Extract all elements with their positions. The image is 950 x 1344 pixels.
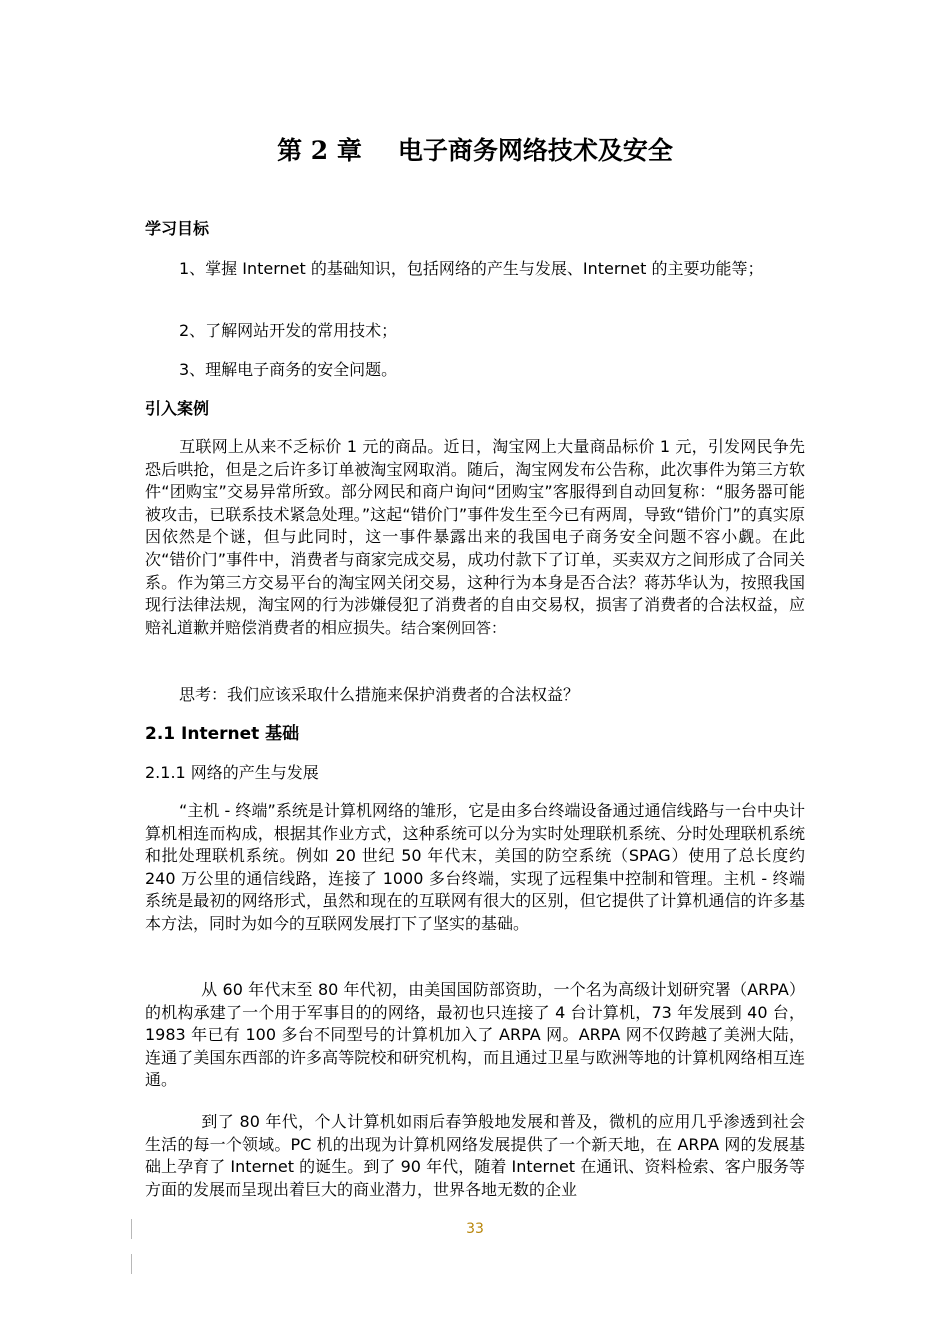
chapter-name: 电子商务网络技术及安全: [397, 136, 673, 165]
paragraph-1-text: “主机 - 终端”系统是计算机网络的雏形，它是由多台终端设备通过通信线路与一台中央计算机相连而构成，根据其作业方式，这种系统可以分为实时处理联机系统、分时处理联机系统和批处理联机系统。例如 20 世纪 50 年代末，美国的防空系统（SPAG）使用了总长度约 240 万公里的通信线路，连接了 1000 多台终端，实现了远程集中控制和管理。主机 - 终端系统是最初的网络形式，虽然和现在的互联网有很大的区别，但它提供了计算机通信的许多基本方法，同时为如今的互联网发展打下了坚实的基础。: [145, 801, 805, 933]
chapter-title: [0, 135, 950, 167]
paragraph-2: [145, 979, 805, 1092]
section-heading: 2.1 Internet 基础: [145, 724, 300, 744]
footer-margin-mark-bottom: [131, 1254, 132, 1274]
case-text: 互联网上从来不乏标价 1 元的商品。近日，淘宝网上大量商品标价 1 元，引发网民争先恐后哄抢，但是之后许多订单被淘宝网取消。随后，淘宝网发布公告称，此次事件为第三方软件“团购宝”交易异常所致。部分网民和商户询问“团购宝”客服得到自动回复称：“服务器可能被攻击，已联系技术紧急处理。”这起“错价门”事件发生至今已有两周，导致“错价门”的真实原因依然是个谜，但与此同时，这一事件暴露出来的我国电子商务安全问题不容小觑。在此次“错价门”事件中，消费者与商家完成交易，成功付款下了订单，买卖双方之间形成了合同关系。作为第三方交易平台的淘宝网关闭交易，这种行为本身是否合法？蒋苏华认为，按照我国现行法律法规，淘宝网的行为涉嫌侵犯了消费者的自由交易权，损害了消费者的合法权益，应赔礼道歉并赔偿消费者的相应损失。: [145, 437, 805, 637]
case-question: 思考：我们应该采取什么措施来保护消费者的合法权益？: [179, 685, 580, 704]
objectives-heading: 学习目标: [145, 219, 210, 238]
objective-item-1: 1、掌握 Internet 的基础知识，包括网络的产生与发展、Internet 的主要功能等；: [179, 259, 764, 278]
case-tail: 结合案例回答：: [401, 618, 507, 637]
paragraph-3: [145, 1111, 805, 1201]
paragraph-3-text: 到了 80 年代，个人计算机如雨后春笋般地发展和普及，微机的应用几乎渗透到社会生活的每一个领域。PC 机的出现为计算机网络发展提供了一个新天地，在 ARPA 网的发展基础上孕育了 Internet 的诞生。到了 90 年代，随着 Internet 在通讯、资料检索、客户服务等方面的发展而呈现出着巨大的商业潜力，世界各地无数的企业: [145, 1112, 805, 1199]
page-number: 33: [466, 1221, 484, 1237]
objective-item-3: 3、理解电子商务的安全问题。: [179, 360, 398, 379]
subsection-heading: 2.1.1 网络的产生与发展: [145, 763, 319, 782]
case-body: [145, 436, 805, 639]
chapter-number: 第 2 章: [277, 136, 362, 165]
case-heading: 引入案例: [145, 399, 210, 418]
paragraph-1: [145, 800, 805, 936]
paragraph-2-text: 从 60 年代末至 80 年代初，由美国国防部资助，一个名为高级计划研究署（ARPA）的机构承建了一个用于军事目的的网络，最初也只连接了 4 台计算机，73 年发展到 40 台，1983 年已有 100 多台不同型号的计算机加入了 ARPA 网。ARPA 网不仅跨越了美洲大陆，连通了美国东西部的许多高等院校和研究机构，而且通过卫星与欧洲等地的计算机网络相互连通。: [145, 980, 805, 1090]
objective-item-2: 2、了解网站开发的常用技术；: [179, 321, 398, 340]
